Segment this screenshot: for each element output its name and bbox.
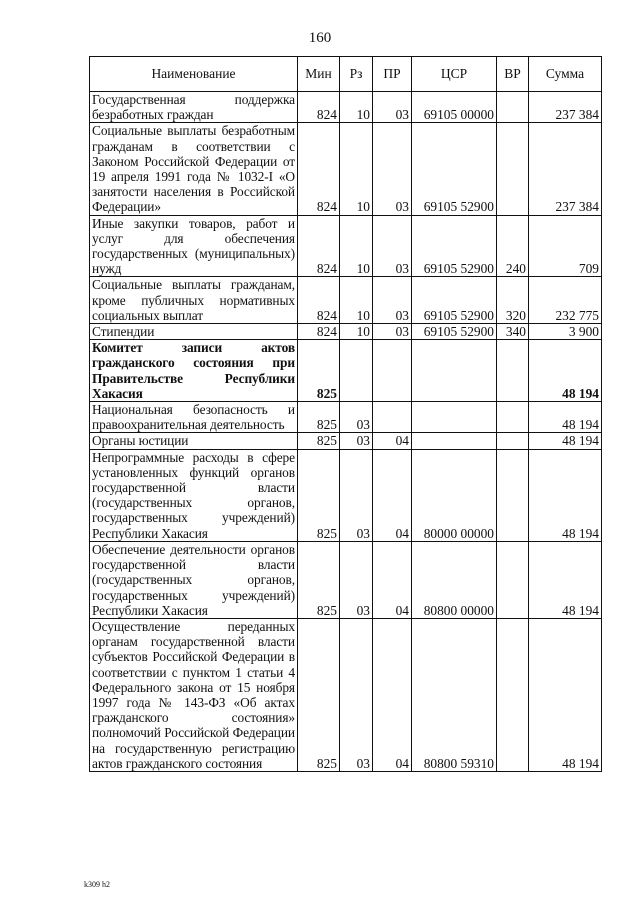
cell-name: Государственная поддержка безработных граждан [90, 92, 298, 123]
cell-rz: 03 [340, 402, 373, 433]
cell-name: Иные закупки товаров, работ и услуг для обеспечения государственных (муниципальных) нужд [90, 215, 298, 277]
cell-sum: 237 384 [529, 92, 602, 123]
cell-sum: 709 [529, 215, 602, 277]
cell-pr: 03 [373, 277, 412, 324]
cell-min: 824 [298, 277, 340, 324]
cell-name: Национальная безопасность и правоохранительная деятельность [90, 402, 298, 433]
table-row [90, 618, 602, 771]
header-pr: ПР [373, 57, 412, 92]
cell-sum: 3 900 [529, 324, 602, 340]
table-row [90, 433, 602, 449]
table-row [90, 123, 602, 215]
cell-vr [497, 92, 529, 123]
cell-name: Социальные выплаты безработным гражданам в соответствии с Законом Российской Федерации от 19 апреля 1991 года № 1032-I «О занятости населения в Российской Федерации» [90, 123, 298, 215]
cell-name: Непрограммные расходы в сфере установленных функций органов государственной власти (государственных органов, государственных учреждений) Республики Хакасия [90, 449, 298, 541]
cell-rz: 10 [340, 123, 373, 215]
cell-csr [412, 433, 497, 449]
cell-csr: 69105 52900 [412, 277, 497, 324]
footer-code: k309 h2 [84, 880, 110, 889]
header-vr: ВР [497, 57, 529, 92]
cell-sum: 232 775 [529, 277, 602, 324]
cell-csr: 69105 52900 [412, 215, 497, 277]
cell-pr: 04 [373, 541, 412, 618]
table-row [90, 92, 602, 123]
cell-sum: 48 194 [529, 402, 602, 433]
table-header-row [90, 57, 602, 92]
cell-min: 825 [298, 541, 340, 618]
cell-vr [497, 402, 529, 433]
cell-rz: 10 [340, 92, 373, 123]
cell-sum: 48 194 [529, 449, 602, 541]
cell-pr: 03 [373, 92, 412, 123]
cell-vr [497, 340, 529, 402]
cell-sum: 48 194 [529, 433, 602, 449]
cell-vr [497, 541, 529, 618]
cell-rz: 10 [340, 324, 373, 340]
cell-name: Обеспечение деятельности органов государственной власти (государственных органов, государственных учреждений) Республики Хакасия [90, 541, 298, 618]
table-row [90, 402, 602, 433]
cell-sum: 48 194 [529, 340, 602, 402]
cell-min: 824 [298, 215, 340, 277]
cell-pr: 04 [373, 449, 412, 541]
cell-vr: 320 [497, 277, 529, 324]
cell-min: 825 [298, 433, 340, 449]
cell-csr [412, 402, 497, 433]
cell-name: Социальные выплаты гражданам, кроме публичных нормативных социальных выплат [90, 277, 298, 324]
cell-sum: 48 194 [529, 618, 602, 771]
cell-vr: 340 [497, 324, 529, 340]
cell-name: Осуществление переданных органам государственной власти субъектов Российской Федерации в соответствии с пунктом 1 статьи 4 Федерального закона от 15 ноября 1997 года № 143-ФЗ «Об актах гражданского состояния» полномочий Российской Федерации на государственную регистрацию актов гражданского состояния [90, 618, 298, 771]
header-csr: ЦСР [412, 57, 497, 92]
page-number: 160 [308, 30, 332, 46]
cell-csr [412, 340, 497, 402]
cell-pr: 04 [373, 618, 412, 771]
cell-name: Комитет записи актов гражданского состояния при Правительстве Республики Хакасия [90, 340, 298, 402]
cell-sum: 48 194 [529, 541, 602, 618]
table-row [90, 541, 602, 618]
cell-pr: 04 [373, 433, 412, 449]
cell-name: Органы юстиции [90, 433, 298, 449]
cell-vr [497, 123, 529, 215]
cell-pr [373, 402, 412, 433]
cell-rz: 03 [340, 433, 373, 449]
cell-pr: 03 [373, 123, 412, 215]
cell-vr [497, 618, 529, 771]
table-row [90, 340, 602, 402]
cell-csr: 69105 00000 [412, 92, 497, 123]
cell-csr: 80800 00000 [412, 541, 497, 618]
cell-rz: 03 [340, 541, 373, 618]
header-rz: Рз [340, 57, 373, 92]
cell-rz [340, 340, 373, 402]
cell-min: 825 [298, 340, 340, 402]
cell-name: Стипендии [90, 324, 298, 340]
cell-vr [497, 433, 529, 449]
cell-vr: 240 [497, 215, 529, 277]
table-row [90, 215, 602, 277]
cell-sum: 237 384 [529, 123, 602, 215]
cell-min: 825 [298, 618, 340, 771]
cell-pr: 03 [373, 324, 412, 340]
table-row [90, 449, 602, 541]
cell-pr [373, 340, 412, 402]
cell-min: 825 [298, 449, 340, 541]
cell-vr [497, 449, 529, 541]
cell-rz: 03 [340, 618, 373, 771]
header-name: Наименование [90, 57, 298, 92]
cell-min: 824 [298, 324, 340, 340]
cell-csr: 69105 52900 [412, 123, 497, 215]
cell-csr: 80800 59310 [412, 618, 497, 771]
cell-min: 824 [298, 92, 340, 123]
cell-min: 824 [298, 123, 340, 215]
cell-csr: 69105 52900 [412, 324, 497, 340]
cell-csr: 80000 00000 [412, 449, 497, 541]
table-row [90, 324, 602, 340]
header-min: Мин [298, 57, 340, 92]
table-row [90, 277, 602, 324]
cell-rz: 10 [340, 277, 373, 324]
cell-min: 825 [298, 402, 340, 433]
cell-rz: 10 [340, 215, 373, 277]
cell-rz: 03 [340, 449, 373, 541]
cell-pr: 03 [373, 215, 412, 277]
budget-table [89, 56, 602, 772]
header-sum: Сумма [529, 57, 602, 92]
